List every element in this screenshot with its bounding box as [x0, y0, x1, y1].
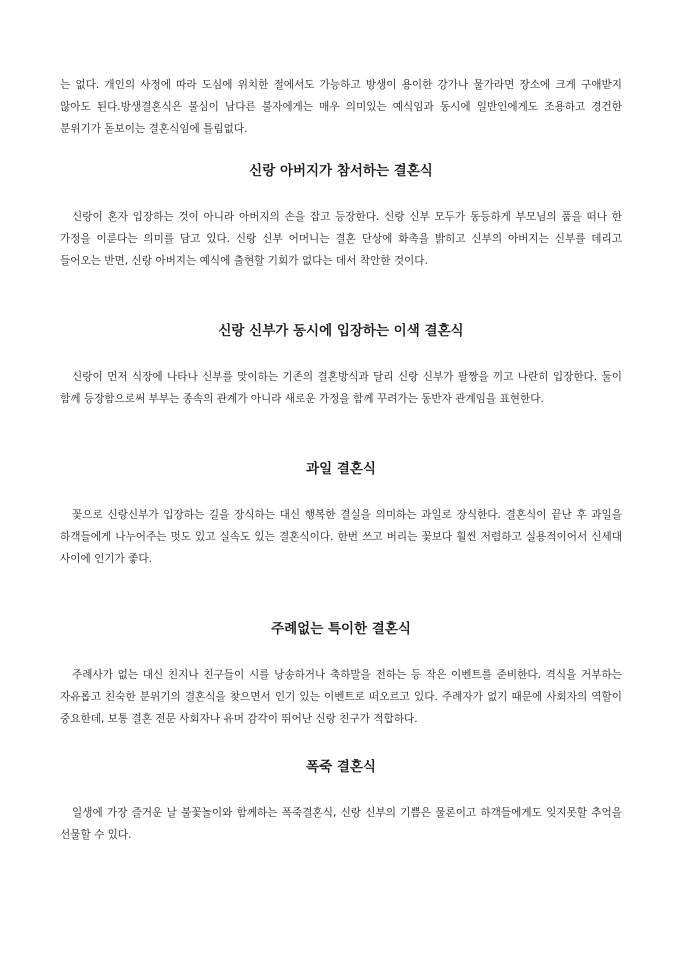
section-heading-no-officiant: 주례없는 특이한 결혼식	[271, 621, 411, 637]
section-body-fireworks: 일생에 가장 즐거운 날 불꽃놀이와 함께하는 폭죽결혼식, 신랑 신부의 기쁨은 물론이고 하객들에게도 잊지못할 추억을 선물할 수 있다.	[60, 807, 622, 841]
section-heading-joint-entrance: 신랑 신부가 동시에 입장하는 이색 결혼식	[218, 323, 464, 339]
section-heading-father: 신랑 아버지가 참서하는 결혼식	[249, 163, 433, 179]
document-page	[60, 74, 622, 846]
section-body-no-officiant: 주례사가 없는 대신 친지나 친구들이 시를 낭송하거나 축하말을 전하는 등 작은 이벤트를 준비한다. 격식을 거부하는 자유롭고 친숙한 분위기의 결혼식을 찾으면서 인기 있는 이벤트로 떠오르고 있다. 주례자가 없기 때문에 사회자의 역할이 중요한데, 보통 결혼 전문 사회자나 유머 감각이 뛰어난 신랑 친구가 적합하다.	[60, 669, 622, 725]
section-body-father: 신랑이 혼자 입장하는 것이 아니라 아버지의 손을 잡고 등장한다. 신랑 신부 모두가 동등하게 부모님의 품을 떠나 한 가정을 이룬다는 의미를 담고 있다. 신랑 신부 어머니는 결혼 단상에 화촉을 밝히고 신부의 아버지는 신부를 데리고 들어오는 반면, 신랑 아버지는 예식에 출현할 기회가 없다는 데서 착안한 것이다.	[60, 211, 622, 267]
section-heading-fireworks: 폭죽 결혼식	[306, 759, 376, 775]
section-heading-fruit: 과일 결혼식	[306, 461, 376, 477]
intro-paragraph: 는 없다. 개인의 사정에 따라 도심에 위치한 절에서도 가능하고 방생이 용이한 강가나 물가라면 장소에 크게 구애받지 않아도 된다.방생결혼식은 불심이 남다른 불자에게는 매우 의미있는 예식임과 동시에 일반인에게도 조용하고 경건한 분위기가 돋보이는 결혼식임에 틀림없다.	[60, 79, 622, 135]
section-body-fruit: 꽃으로 신랑신부가 입장하는 길을 장식하는 대신 행복한 결실을 의미하는 과일로 장식한다. 결혼식이 끝난 후 과일을 하객들에게 나누어주는 멋도 있고 실속도 있는 결혼식이다. 한번 쓰고 버리는 꽃보다 훨씬 저렴하고 실용적이어서 신세대 사이에 인기가 좋다.	[60, 509, 622, 565]
section-body-joint-entrance: 신랑이 먼저 식장에 나타나 신부를 맞이하는 기존의 결혼방식과 달리 신랑 신부가 팔짱을 끼고 나란히 입장한다. 둘이 함께 등장함으로써 부부는 종속의 관계가 아니라 새로운 가정을 함께 꾸려가는 동반자 관계임을 표현한다.	[60, 371, 622, 405]
